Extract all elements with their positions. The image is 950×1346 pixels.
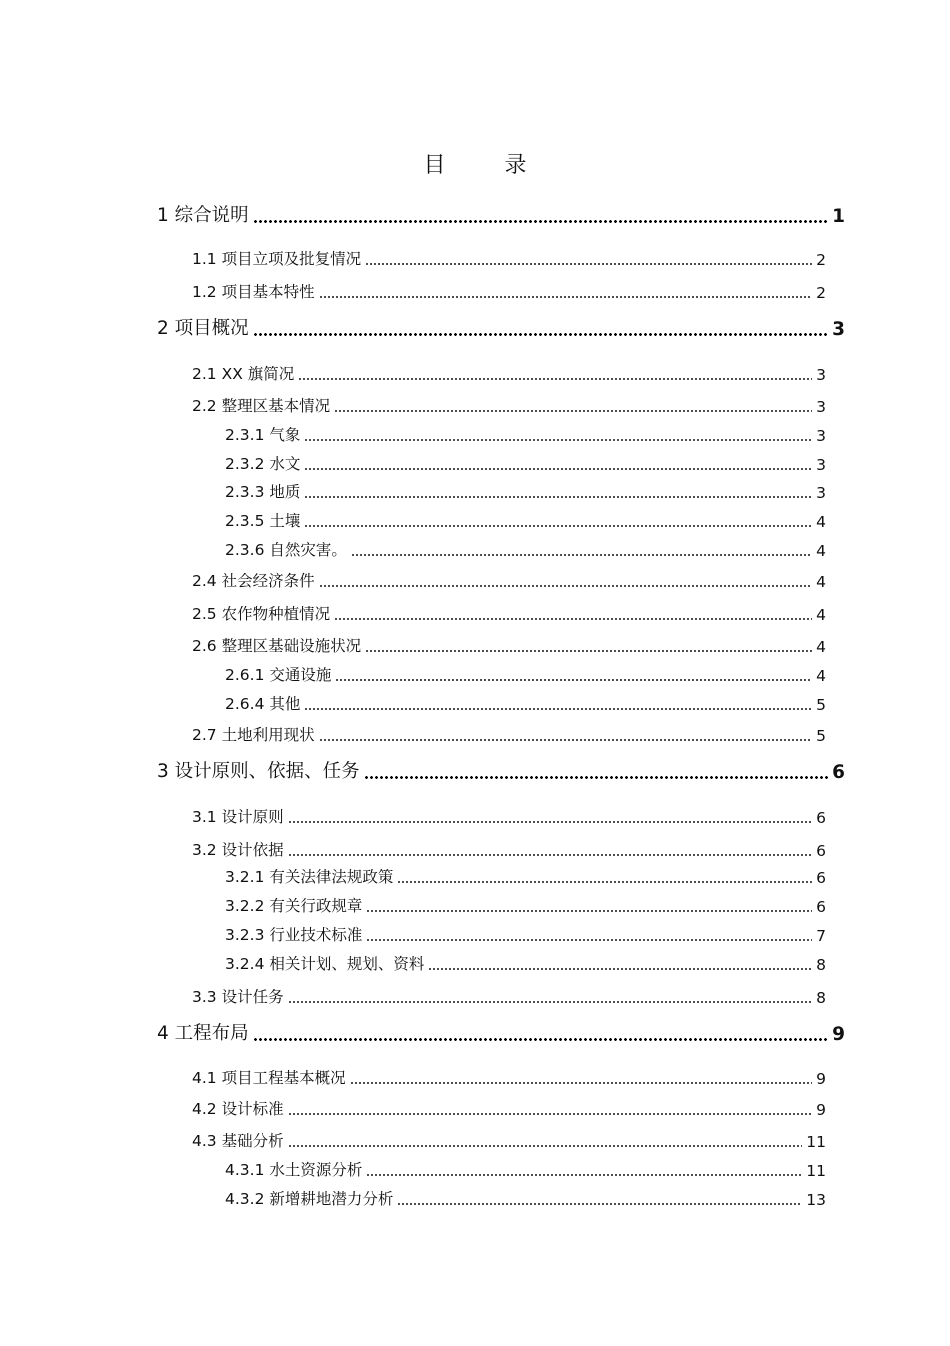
toc-entry-page: 6 xyxy=(816,809,826,827)
toc-entry-label: 2.3.1 气象 xyxy=(225,426,301,444)
toc-entry-page: 3 xyxy=(816,484,826,502)
toc-dot-leader xyxy=(304,496,812,498)
toc-entry-label: 4.3.2 新增耕地潜力分析 xyxy=(225,1190,394,1208)
toc-entry-label: 2.5 农作物种植情况 xyxy=(192,605,331,623)
toc-dot-leader xyxy=(253,1038,828,1041)
toc-entry[interactable] xyxy=(192,362,826,384)
toc-entry-page: 3 xyxy=(832,319,845,340)
toc-dot-leader xyxy=(304,708,812,710)
toc-entry-label: 3.1 设计原则 xyxy=(192,808,284,826)
toc-dot-leader xyxy=(365,263,812,265)
toc-entry-page: 4 xyxy=(816,667,826,685)
toc-entry-page: 2 xyxy=(816,284,826,302)
toc-entry-page: 4 xyxy=(816,638,826,656)
toc-entry[interactable] xyxy=(225,452,826,474)
toc-dot-leader xyxy=(397,881,812,883)
toc-entry-page: 4 xyxy=(816,606,826,624)
toc-dot-leader xyxy=(304,525,812,527)
toc-entry-page: 13 xyxy=(806,1191,826,1209)
toc-entry-label: 1.2 项目基本特性 xyxy=(192,283,315,301)
toc-entry-label: 1.1 项目立项及批复情况 xyxy=(192,250,362,268)
toc-dot-leader xyxy=(288,821,813,823)
toc-entry-label: 2.3.2 水文 xyxy=(225,455,301,473)
toc-entry-page: 11 xyxy=(806,1133,826,1151)
toc-entry-label: 4.3 基础分析 xyxy=(192,1132,284,1150)
toc-entry[interactable] xyxy=(192,1129,826,1151)
toc-entry[interactable] xyxy=(225,692,826,714)
toc-entry-page: 3 xyxy=(816,456,826,474)
toc-entry[interactable] xyxy=(225,1187,826,1209)
toc-entry-page: 6 xyxy=(832,762,845,783)
toc-dot-leader xyxy=(335,679,812,681)
toc-entry[interactable] xyxy=(192,805,826,827)
toc-dot-leader xyxy=(364,776,828,779)
toc-dot-leader xyxy=(288,854,813,856)
toc-entry-label: 2.3.5 土壤 xyxy=(225,512,301,530)
toc-entry[interactable] xyxy=(225,509,826,531)
toc-dot-leader xyxy=(334,618,812,620)
toc-entry-page: 5 xyxy=(816,696,826,714)
toc-entry[interactable] xyxy=(192,394,826,416)
toc-entry-label: 2 项目概况 xyxy=(157,318,249,339)
toc-dot-leader xyxy=(288,1001,813,1003)
toc-entry[interactable] xyxy=(225,923,826,945)
toc-entry-label: 4.1 项目工程基本概况 xyxy=(192,1069,346,1087)
toc-title: 目 录 xyxy=(423,153,553,178)
toc-entry-label: 3.3 设计任务 xyxy=(192,988,284,1006)
toc-entry[interactable] xyxy=(157,201,845,227)
toc-dot-leader xyxy=(366,1174,802,1176)
toc-dot-leader xyxy=(350,1082,813,1084)
toc-entry-page: 8 xyxy=(816,956,826,974)
toc-entry[interactable] xyxy=(192,1066,826,1088)
toc-entry-label: 4.2 设计标准 xyxy=(192,1100,284,1118)
toc-dot-leader xyxy=(366,910,812,912)
toc-entry[interactable] xyxy=(225,952,826,974)
toc-entry-label: 2.6.1 交通设施 xyxy=(225,666,332,684)
toc-entry[interactable] xyxy=(192,634,826,656)
toc-entry-label: 2.6 整理区基础设施状况 xyxy=(192,637,362,655)
toc-entry-page: 5 xyxy=(816,727,826,745)
toc-dot-leader xyxy=(319,585,813,587)
toc-dot-leader xyxy=(428,968,812,970)
toc-entry[interactable] xyxy=(192,602,826,624)
toc-entry[interactable] xyxy=(192,280,826,302)
toc-entry-label: 3 设计原则、依据、任务 xyxy=(157,761,360,782)
toc-entry-label: 2.3.6 自然灾害。 xyxy=(225,541,347,559)
toc-entry-label: 1 综合说明 xyxy=(157,205,249,226)
toc-dot-leader xyxy=(319,296,813,298)
toc-entry-label: 4 工程布局 xyxy=(157,1023,249,1044)
toc-entry[interactable] xyxy=(225,480,826,502)
toc-dot-leader xyxy=(319,739,813,741)
toc-entry-page: 1 xyxy=(832,206,845,227)
toc-entry-label: 3.2.3 行业技术标准 xyxy=(225,926,363,944)
toc-dot-leader xyxy=(365,650,812,652)
toc-dot-leader xyxy=(253,220,828,223)
toc-entry-label: 3.2.1 有关法律法规政策 xyxy=(225,868,394,886)
toc-entry-page: 4 xyxy=(816,573,826,591)
toc-dot-leader xyxy=(334,410,812,412)
toc-entry[interactable] xyxy=(192,838,826,860)
toc-entry[interactable] xyxy=(192,723,826,745)
toc-entry-label: 3.2.4 相关计划、规划、资料 xyxy=(225,955,425,973)
toc-entry[interactable] xyxy=(225,865,826,887)
toc-dot-leader xyxy=(304,439,812,441)
toc-entry-label: 2.6.4 其他 xyxy=(225,695,301,713)
toc-entry[interactable] xyxy=(192,1097,826,1119)
toc-entry-page: 2 xyxy=(816,251,826,269)
toc-entry[interactable] xyxy=(225,663,826,685)
toc-dot-leader xyxy=(397,1203,802,1205)
toc-entry-page: 3 xyxy=(816,366,826,384)
toc-dot-leader xyxy=(288,1145,803,1147)
toc-dot-leader xyxy=(298,378,812,380)
toc-entry-label: 2.7 土地利用现状 xyxy=(192,726,315,744)
toc-entry-page: 3 xyxy=(816,427,826,445)
toc-entry-page: 8 xyxy=(816,989,826,1007)
toc-entry[interactable] xyxy=(225,1158,826,1180)
toc-entry-page: 3 xyxy=(816,398,826,416)
toc-entry-page: 9 xyxy=(816,1070,826,1088)
toc-entry-label: 3.2 设计依据 xyxy=(192,841,284,859)
toc-entry[interactable] xyxy=(192,247,826,269)
toc-entry[interactable] xyxy=(157,1019,845,1045)
toc-entry-page: 9 xyxy=(832,1024,845,1045)
toc-entry-label: 4.3.1 水土资源分析 xyxy=(225,1161,363,1179)
toc-entry-page: 7 xyxy=(816,927,826,945)
toc-entry-label: 2.3.3 地质 xyxy=(225,483,301,501)
toc-dot-leader xyxy=(253,333,828,336)
toc-entry[interactable] xyxy=(157,757,845,783)
toc-entry[interactable] xyxy=(192,569,826,591)
toc-entry[interactable] xyxy=(225,894,826,916)
toc-entry-page: 6 xyxy=(816,869,826,887)
toc-dot-leader xyxy=(288,1113,813,1115)
toc-entry-page: 6 xyxy=(816,842,826,860)
toc-entry[interactable] xyxy=(157,314,845,340)
toc-entry-page: 9 xyxy=(816,1101,826,1119)
toc-entry-label: 3.2.2 有关行政规章 xyxy=(225,897,363,915)
toc-entry-page: 11 xyxy=(806,1162,826,1180)
toc-entry-page: 4 xyxy=(816,542,826,560)
toc-entry[interactable] xyxy=(225,538,826,560)
toc-dot-leader xyxy=(351,554,812,556)
toc-entry-label: 2.2 整理区基本情况 xyxy=(192,397,331,415)
toc-dot-leader xyxy=(304,468,812,470)
toc-entry-label: 2.1 XX 旗简况 xyxy=(192,365,295,383)
toc-entry-label: 2.4 社会经济条件 xyxy=(192,572,315,590)
toc-entry-page: 6 xyxy=(816,898,826,916)
toc-entry[interactable] xyxy=(192,985,826,1007)
toc-entry[interactable] xyxy=(225,423,826,445)
toc-dot-leader xyxy=(366,939,812,941)
toc-entry-page: 4 xyxy=(816,513,826,531)
